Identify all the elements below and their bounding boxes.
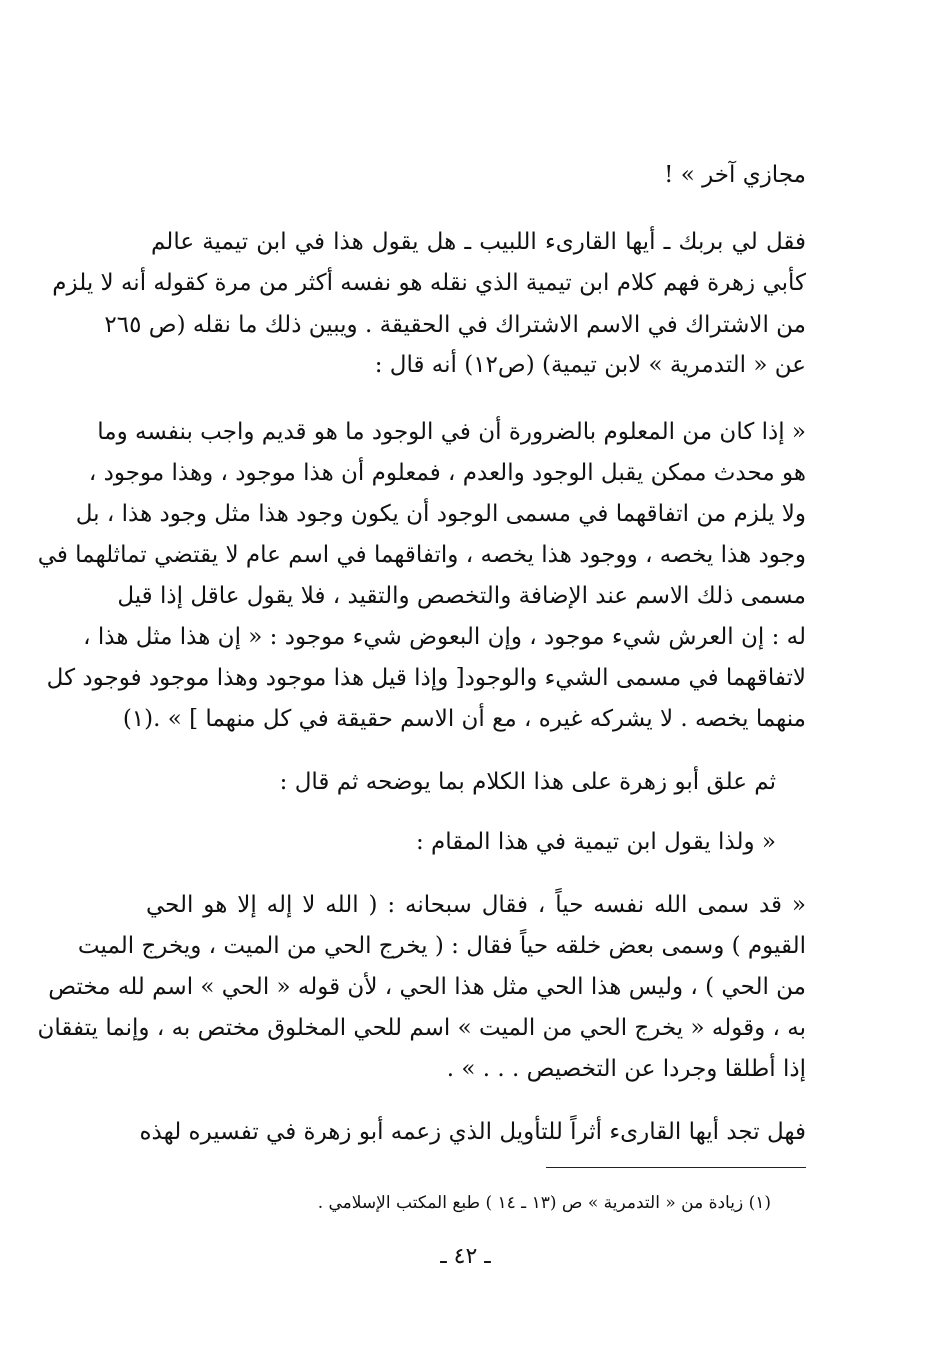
text-line-21: فهل تجد أيها القارىء أثراً للتأويل الذي زعمه أبو زهرة في تفسيره لهذه — [139, 1119, 806, 1145]
text-line-20: إذا أطلقا وجردا عن التخصيص . . . » . — [446, 1056, 806, 1082]
text-line-17: القيوم ) وسمى بعض خلقه حياً فقال : ( يخرج الحي من الميت ، ويخرج الميت — [77, 933, 806, 959]
text-line-15: « ولذا يقول ابن تيمية في هذا المقام : — [415, 829, 776, 855]
text-line-5: عن « التدمرية » لابن تيمية) (ص١٢) أنه قال : — [374, 352, 806, 378]
text-line-6: « إذا كان من المعلوم بالضرورة أن في الوجود ما هو قديم واجب بنفسه وما — [97, 419, 806, 445]
text-line-13: منهما يخصه . لا يشركه غيره ، مع أن الاسم حقيقة في كل منهما ] » .(١) — [122, 706, 806, 732]
text-line-2: فقل لي بربك ـ أيها القارىء اللبيب ـ هل يقول هذا في ابن تيمية عالم — [151, 229, 806, 255]
text-line-12: لاتفاقهما في مسمى الشيء والوجود[ وإذا قيل هذا موجود وهذا موجود فوجود كل — [46, 665, 806, 691]
text-line-9: وجود هذا يخصه ، ووجود هذا يخصه ، واتفاقهما في اسم عام لا يقتضي تماثلهما في — [37, 542, 806, 568]
page-number: ـ ٤٢ ـ — [440, 1244, 491, 1269]
text-line-8: ولا يلزم من اتفاقهما في مسمى الوجود أن يكون وجود هذا مثل وجود هذا ، بل — [75, 501, 806, 527]
text-line-1: مجازي آخر » ! — [664, 162, 806, 188]
footnote: (١) زيادة من « التدمرية » ص (١٣ ـ ١٤ ) طبع المكتب الإسلامي . — [317, 1193, 771, 1213]
text-line-7: هو محدث ممكن يقبل الوجود والعدم ، فمعلوم أن هذا موجود ، وهذا موجود ، — [88, 460, 806, 486]
text-line-19: به ، وقوله « يخرج الحي من الميت » اسم للحي المخلوق مختص به ، وإنما يتفقان — [37, 1015, 806, 1041]
footnote-divider — [546, 1167, 806, 1168]
text-line-16: « قد سمى الله نفسه حياً ، فقال سبحانه : ( الله لا إله إلا هو الحي — [146, 892, 806, 918]
text-line-10: مسمى ذلك الاسم عند الإضافة والتخصص والتقيد ، فلا يقول عاقل إذا قيل — [117, 583, 806, 609]
text-line-3: كأبي زهرة فهم كلام ابن تيمية الذي نقله هو نفسه أكثر من مرة كقوله أنه لا يلزم — [52, 270, 806, 296]
text-line-14: ثم علق أبو زهرة على هذا الكلام بما يوضحه ثم قال : — [279, 769, 776, 795]
text-line-18: من الحي ) ، وليس هذا الحي مثل هذا الحي ، لأن قوله « الحي » اسم لله مختص — [48, 974, 806, 1000]
text-line-11: له : إن العرش شيء موجود ، وإن البعوض شيء موجود : « إن هذا مثل هذا ، — [83, 624, 806, 650]
text-line-4: من الاشتراك في الاسم الاشتراك في الحقيقة . ويبين ذلك ما نقله (ص ٢٦٥ — [104, 312, 806, 338]
